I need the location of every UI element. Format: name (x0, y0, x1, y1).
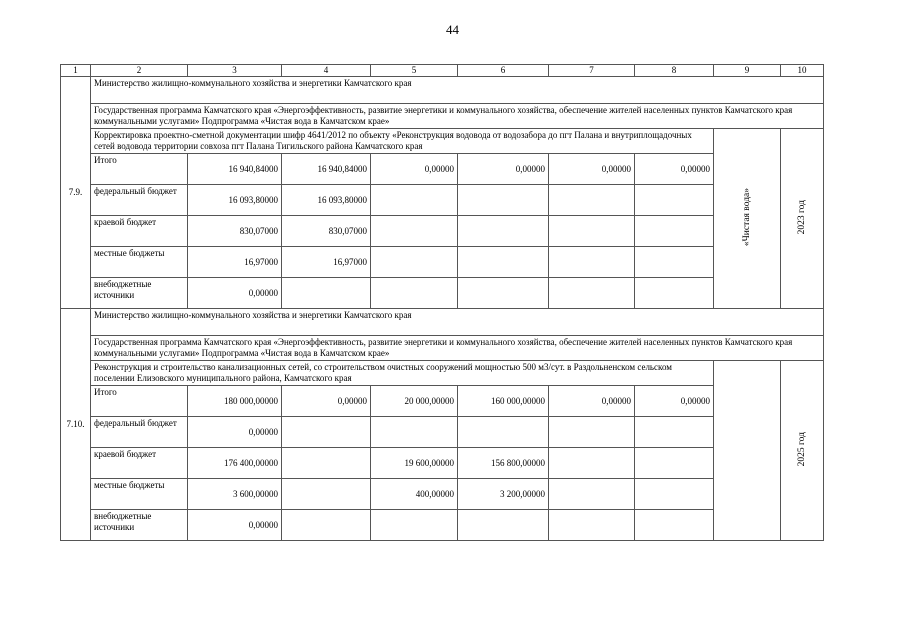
program-table (60, 64, 824, 541)
value-cell (371, 417, 458, 448)
ministry-row (61, 309, 824, 336)
finance-label: местные бюджеты (91, 479, 188, 510)
value-cell (549, 247, 635, 278)
value-cell (635, 417, 714, 448)
value-cell (371, 247, 458, 278)
value-cell (635, 479, 714, 510)
header-cell: 10 (781, 65, 824, 77)
program-row (61, 336, 824, 361)
value-cell (282, 479, 371, 510)
value-cell: 0,00000 (282, 386, 371, 417)
value-cell: 19 600,00000 (371, 448, 458, 479)
ministry-name: Министерство жилищно-коммунального хозяйства и энергетики Камчатского края (91, 77, 824, 104)
value-cell (371, 510, 458, 541)
header-cell: 7 (549, 65, 635, 77)
value-cell (282, 510, 371, 541)
finance-row (61, 185, 824, 216)
value-cell: 16 093,80000 (282, 185, 371, 216)
header-cell: 1 (61, 65, 91, 77)
value-cell: 16 940,84000 (188, 154, 282, 185)
finance-label: местные бюджеты (91, 247, 188, 278)
value-cell (635, 247, 714, 278)
value-cell: 0,00000 (188, 510, 282, 541)
value-cell: 16,97000 (188, 247, 282, 278)
section-number: 7.9. (61, 77, 91, 309)
value-cell: 16 093,80000 (188, 185, 282, 216)
value-cell (371, 185, 458, 216)
value-cell (371, 278, 458, 309)
section-number: 7.10. (61, 309, 91, 541)
value-cell (635, 510, 714, 541)
object-name: Реконструкция и строительство канализационных сетей, со строительством очистных сооружений мощностью 500 м3/сут. в Раздольненском сельском поселении Елизовского муниципального района, Камчатского края (91, 361, 714, 386)
ministry-name: Министерство жилищно-коммунального хозяйства и энергетики Камчатского края (91, 309, 824, 336)
finance-label: Итого (91, 386, 188, 417)
value-cell (282, 417, 371, 448)
finance-row (61, 216, 824, 247)
finance-row (61, 154, 824, 185)
value-cell: 0,00000 (371, 154, 458, 185)
object-row (61, 361, 824, 386)
value-cell (549, 479, 635, 510)
finance-row (61, 278, 824, 309)
finance-label: внебюджетные источники (91, 510, 188, 541)
header-cell: 9 (714, 65, 781, 77)
value-cell: 20 000,00000 (371, 386, 458, 417)
finance-row (61, 510, 824, 541)
subprogram-cell (714, 129, 781, 309)
header-cell: 2 (91, 65, 188, 77)
ministry-row (61, 77, 824, 104)
value-cell: 0,00000 (635, 154, 714, 185)
finance-label: краевой бюджет (91, 448, 188, 479)
value-cell (458, 278, 549, 309)
value-cell: 0,00000 (188, 417, 282, 448)
value-cell (635, 278, 714, 309)
year-cell (781, 361, 824, 541)
value-cell: 160 000,00000 (458, 386, 549, 417)
value-cell: 0,00000 (458, 154, 549, 185)
object-row (61, 129, 824, 154)
subprogram-cell (714, 361, 781, 541)
finance-row (61, 448, 824, 479)
finance-label: Итого (91, 154, 188, 185)
page-number: 44 (446, 22, 459, 37)
value-cell (458, 185, 549, 216)
value-cell (458, 510, 549, 541)
finance-row (61, 479, 824, 510)
header-cell: 4 (282, 65, 371, 77)
value-cell (635, 185, 714, 216)
program-row (61, 104, 824, 129)
value-cell: 0,00000 (635, 386, 714, 417)
finance-row (61, 386, 824, 417)
program-name: Государственная программа Камчатского края «Энергоэффективность, развитие энергетики и коммунального хозяйства, обеспечение жителей населенных пунктов Камчатского края коммунальными услугами» Подпрограмма «Чистая вода в Камчатском крае» (91, 336, 824, 361)
header-cell: 6 (458, 65, 549, 77)
program-name: Государственная программа Камчатского края «Энергоэффективность, развитие энергетики и коммунального хозяйства, обеспечение жителей населенных пунктов Камчатского края коммунальными услугами» Подпрограмма «Чистая вода в Камчатском крае» (91, 104, 824, 129)
value-cell (458, 247, 549, 278)
finance-label: краевой бюджет (91, 216, 188, 247)
value-cell (458, 216, 549, 247)
header-row (61, 65, 824, 77)
value-cell (371, 216, 458, 247)
value-cell: 156 800,00000 (458, 448, 549, 479)
finance-row (61, 417, 824, 448)
subprogram-label: «Чистая вода» (741, 187, 752, 247)
value-cell: 3 600,00000 (188, 479, 282, 510)
finance-label: федеральный бюджет (91, 417, 188, 448)
header-cell: 5 (371, 65, 458, 77)
value-cell: 830,07000 (282, 216, 371, 247)
finance-row (61, 247, 824, 278)
value-cell (549, 216, 635, 247)
value-cell (282, 278, 371, 309)
value-cell (549, 417, 635, 448)
year-cell (781, 129, 824, 309)
value-cell: 3 200,00000 (458, 479, 549, 510)
value-cell: 400,00000 (371, 479, 458, 510)
value-cell (549, 278, 635, 309)
value-cell: 180 000,00000 (188, 386, 282, 417)
value-cell (282, 448, 371, 479)
header-cell: 8 (635, 65, 714, 77)
value-cell: 16,97000 (282, 247, 371, 278)
header-cell: 3 (188, 65, 282, 77)
value-cell: 16 940,84000 (282, 154, 371, 185)
object-name: Корректировка проектно-сметной документации шифр 4641/2012 по объекту «Реконструкция водовода от водозабора до пгт Палана и внутриплощадочных сетей водовода территории совхоза пгт Палана Тигильского района Камчатского края (91, 129, 714, 154)
finance-label: федеральный бюджет (91, 185, 188, 216)
value-cell: 0,00000 (549, 386, 635, 417)
value-cell: 176 400,00000 (188, 448, 282, 479)
value-cell (635, 448, 714, 479)
value-cell (549, 448, 635, 479)
finance-label: внебюджетные источники (91, 278, 188, 309)
value-cell (549, 185, 635, 216)
value-cell: 0,00000 (188, 278, 282, 309)
value-cell (549, 510, 635, 541)
year-label: 2023 год (796, 199, 807, 235)
value-cell (458, 417, 549, 448)
value-cell: 830,07000 (188, 216, 282, 247)
value-cell (635, 216, 714, 247)
year-label: 2025 год (796, 431, 807, 467)
value-cell: 0,00000 (549, 154, 635, 185)
